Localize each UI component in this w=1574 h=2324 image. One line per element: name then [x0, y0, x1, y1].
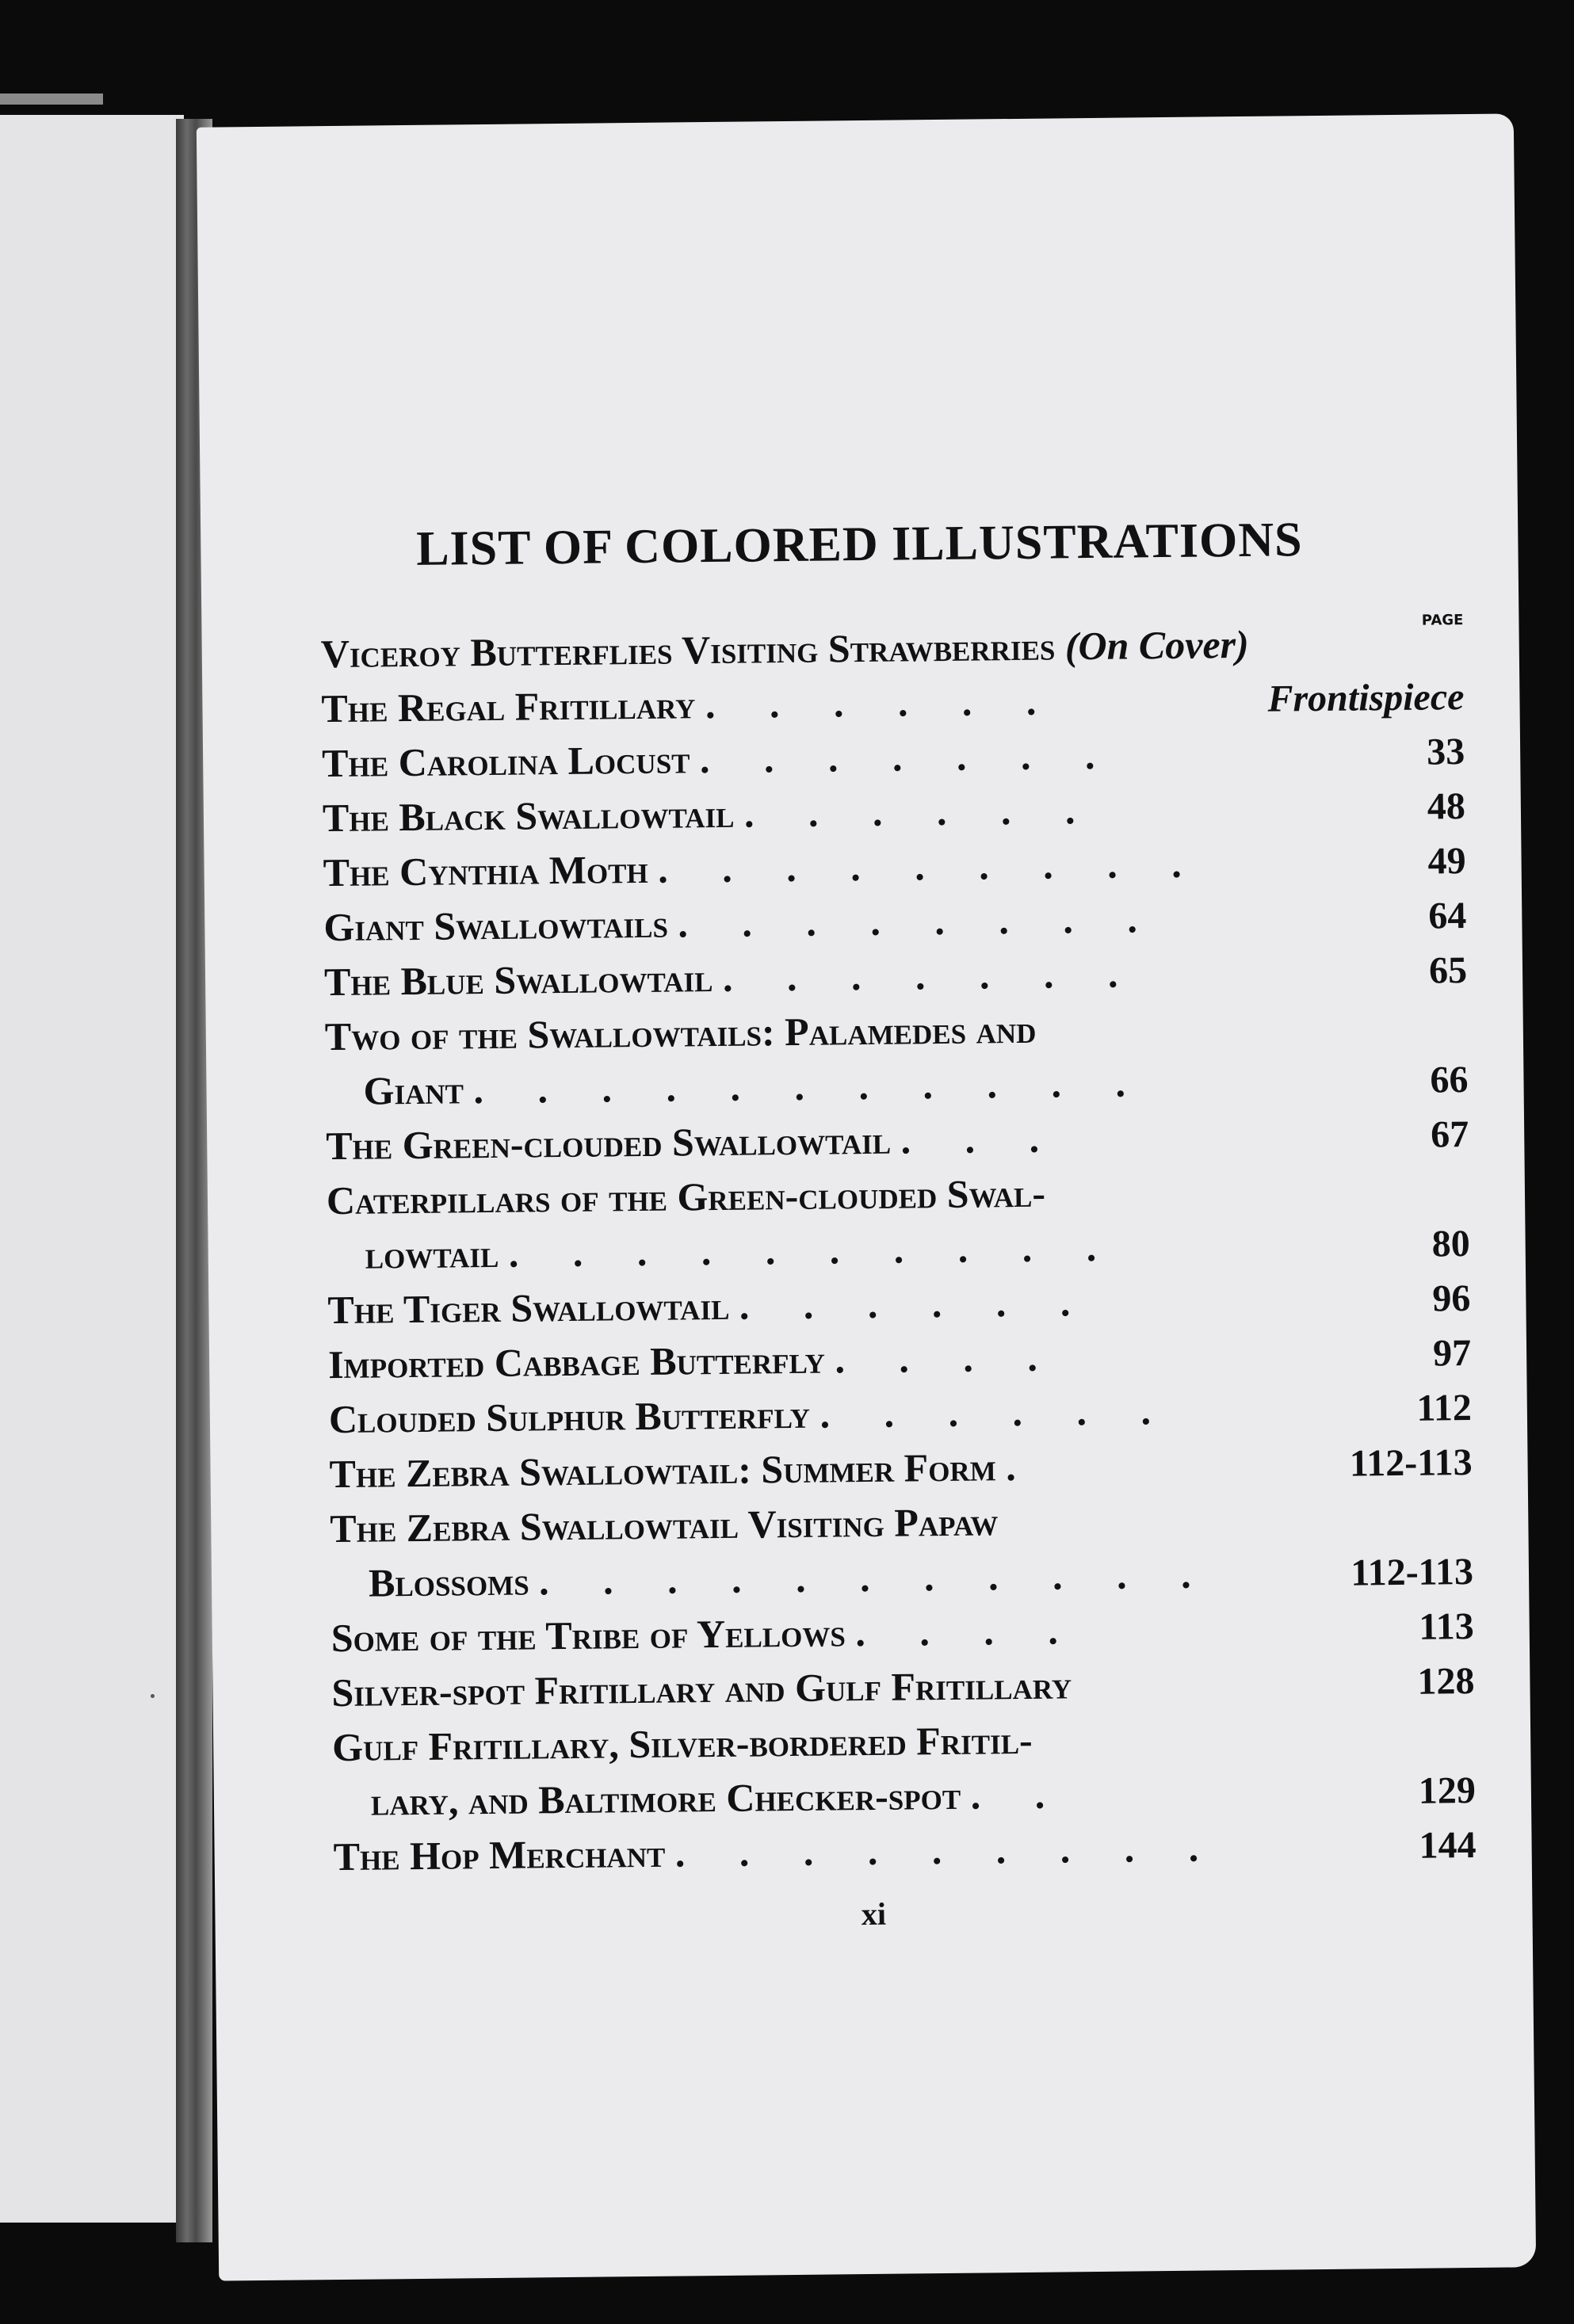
illustration-title: Gulf Fritillary, Silver-bordered Fritil- [331, 1717, 1033, 1770]
page-number: 48 [1427, 785, 1466, 828]
illustration-title: The Black Swallowtail [322, 791, 735, 841]
page-number: 66 [1430, 1059, 1469, 1101]
leader-dots: . . . . [835, 1334, 1060, 1382]
page-number: 112-113 [1349, 1441, 1473, 1485]
list-item [332, 1708, 1476, 1830]
leader-dots: . . . . . . . . [678, 896, 1160, 946]
leader-dots: . . . . . . [743, 787, 1098, 836]
book-page [197, 113, 1536, 2280]
illustration-title: The Regal Fritillary [321, 682, 696, 731]
leader-dots: . . [970, 1772, 1068, 1818]
illustration-title: Caterpillars of the Green-clouded Swal- [326, 1170, 1046, 1223]
page-content [197, 113, 1536, 2280]
list-item [324, 998, 1468, 1119]
page-number: 97 [1432, 1332, 1472, 1375]
list-item [330, 1490, 1473, 1611]
illustration-title: The Green-clouded Swallowtail [325, 1117, 892, 1169]
leader-dots: . . . . . . [739, 1280, 1093, 1328]
page-number: 33 [1426, 731, 1465, 773]
leader-dots: . . . . . . . [722, 951, 1140, 1000]
page-column-heading: PAGE [1421, 612, 1464, 629]
illustration-title-end: lowtail [365, 1231, 499, 1277]
leader-dots: . . . [900, 1116, 1062, 1162]
illustration-title: Giant Swallowtails [323, 901, 669, 950]
list-item [327, 1162, 1470, 1283]
previous-page-edge [0, 93, 103, 105]
page-number: 80 [1431, 1223, 1470, 1265]
paper-speck [151, 1694, 155, 1698]
page-number: 49 [1427, 840, 1466, 883]
page-number: 128 [1417, 1659, 1475, 1703]
page-number: 144 [1419, 1823, 1477, 1867]
page-number: 113 [1419, 1605, 1474, 1648]
leader-dots: . . . . . . . . . . . [538, 1551, 1213, 1604]
illustration-title: The Zebra Swallowtail Visiting Papaw [330, 1499, 999, 1551]
page-number: 96 [1432, 1277, 1471, 1320]
list-item [333, 1818, 1477, 1884]
leader-dots: . [1005, 1444, 1038, 1490]
illustration-title-end: lary, and Baltimore Checker-spot [370, 1773, 961, 1824]
leader-dots: . . . . . . . . . . [508, 1224, 1119, 1276]
leader-dots: . . . . . . . . . [657, 841, 1204, 891]
illustration-title: The Hop Merchant [333, 1830, 666, 1879]
illustration-title: The Carolina Locust [321, 737, 690, 786]
cover-note: (On Cover) [1064, 621, 1250, 669]
illustration-title: The Tiger Swallowtail [327, 1283, 730, 1333]
illustration-title: Clouded Sulphur Butterfly [328, 1391, 811, 1442]
illustration-title: Silver-spot Fritillary and Gulf Fritillary [331, 1662, 1072, 1715]
leader-dots: . . . . . . . . . . . [473, 1060, 1148, 1112]
illustration-title: Some of the Tribe of Yellows [330, 1610, 846, 1661]
leader-dots: . . . . . . . . . [674, 1825, 1221, 1876]
leader-dots: . . . . . . . [699, 732, 1117, 782]
page-number: 67 [1430, 1113, 1469, 1156]
illustration-title: The Zebra Swallowtail: Summer Form [329, 1444, 996, 1497]
illustration-title-end: Blossoms [368, 1559, 529, 1605]
illustration-title: Imported Cabbage Butterfly [327, 1337, 826, 1387]
leader-dots: . . . . . . [819, 1387, 1174, 1437]
page-number: 112-113 [1351, 1551, 1474, 1594]
leader-dots: . . . . . . [705, 678, 1059, 727]
illustration-title: The Blue Swallowtail [323, 956, 713, 1005]
page-number: 64 [1428, 895, 1467, 937]
illustration-title-end: Giant [363, 1067, 464, 1113]
previous-page [0, 115, 184, 2223]
folio-page-number: xi [861, 1895, 887, 1933]
illustration-title: The Cynthia Moth [323, 846, 648, 895]
page-number: Frontispiece [1267, 676, 1465, 720]
page-number: 65 [1428, 949, 1468, 992]
page-title: LIST OF COLORED ILLUSTRATIONS [415, 513, 1303, 576]
illustration-title: Two of the Swallowtails: Palamedes and [324, 1006, 1037, 1059]
leader-dots: . . . . [855, 1608, 1081, 1655]
page-number: 129 [1418, 1769, 1477, 1812]
illustration-title: Viceroy Butterflies Visiting Strawberries [320, 624, 1056, 677]
illustration-list [320, 615, 1477, 1884]
page-number: 112 [1416, 1387, 1473, 1429]
